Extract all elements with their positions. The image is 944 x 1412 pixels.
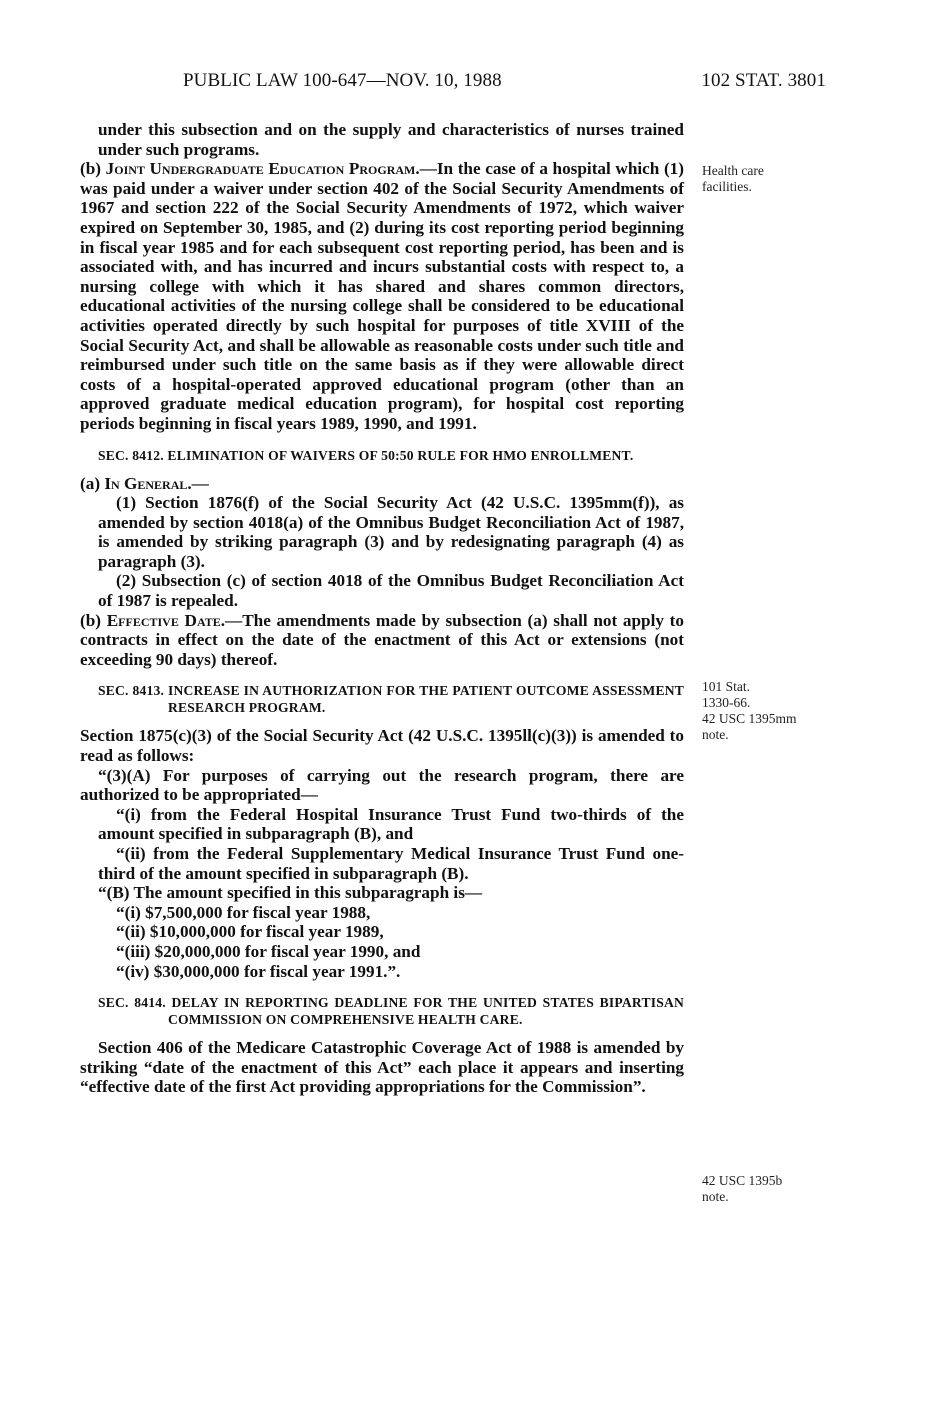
margin-note-line: note. xyxy=(702,1189,729,1204)
margin-note-line: note. xyxy=(702,727,729,742)
margin-note-101-stat xyxy=(702,679,832,743)
section-8414-text: Section 406 of the Medicare Catastrophic Coverage Act of 1988 is amended by striking “date of the enactment of this Act” each place it appears and inserting “effective date of the first Act providing appropriations for the Commission”. xyxy=(80,1038,684,1097)
subsection-heading: Effective Date. xyxy=(106,610,226,630)
amount-item: “(iii) $20,000,000 for fiscal year 1990, and xyxy=(116,941,421,961)
subsection-dash: — xyxy=(191,473,209,493)
margin-note-line: 1330-66. xyxy=(702,695,751,710)
amount-item: “(iv) $30,000,000 for fiscal year 1991.”. xyxy=(116,961,401,981)
subsection-body: —In the case of a hospital which (1) was paid under a waiver under section 402 of the Social Security Amendments of 1967 and section 222 of the Social Security Amendments of 1972, which waiver expired on September 30, 1985, and (2) during its cost reporting period beginning in fiscal year 1985 and for each subsequent cost reporting period, has been and is associated with, and has incurred and incurs substantial costs with respect to, a nursing college with which it has shared and shares common directors, educational activities of the nursing college shall be considered to be educational activities operated directly by such hospital for purposes of title XVIII of the Social Security Act, and shall be allowable as reasonable costs under such title and reimbursed under such title on the same basis as if they were allowable direct costs of a hospital-operated approved educational program (other than an approved graduate medical education program), for hospital cost reporting periods beginning in fiscal years 1989, 1990, and 1991. xyxy=(80,159,685,433)
section-8413-title: SEC. 8413. INCREASE IN AUTHORIZATION FOR THE PATIENT OUTCOME ASSESSMENT RESEARCH PROGRAM. xyxy=(98,683,684,716)
clause-B: “(B) The amount specified in this subparagraph is— xyxy=(98,883,483,903)
subsection-body: —The amendments made by subsection (a) shall not apply to contracts in effect on the date of the enactment of this Act or extensions (not exceeding 90 days) thereof. xyxy=(80,610,684,669)
subsection-a-in-general xyxy=(80,474,684,494)
section-8413-intro: Section 1875(c)(3) of the Social Security Act (42 U.S.C. 1395ll(c)(3)) is amended to read as follows: xyxy=(80,726,684,766)
section-8412-title: SEC. 8412. ELIMINATION OF WAIVERS OF 50:50 RULE FOR HMO ENROLLMENT. xyxy=(98,447,634,463)
margin-note-line: Health care xyxy=(702,163,764,178)
clause-i: “(i) from the Federal Hospital Insurance Trust Fund two-thirds of the amount specified in subparagraph (B), and xyxy=(98,804,684,844)
subsection-heading: Joint Undergraduate Education Program. xyxy=(105,159,420,179)
margin-note-line: 101 Stat. xyxy=(702,679,751,694)
clause-ii: “(ii) from the Federal Supplementary Medical Insurance Trust Fund one-third of the amount specified in subparagraph (B). xyxy=(98,844,684,883)
amount-item: “(ii) $10,000,000 for fiscal year 1989, xyxy=(116,922,384,942)
margin-note-line: 42 USC 1395b xyxy=(702,1173,783,1188)
continuation-paragraph: under this subsection and on the supply and characteristics of nurses trained under such programs. xyxy=(98,120,684,159)
margin-note-line: facilities. xyxy=(702,179,752,194)
margin-note-health-care xyxy=(702,163,832,195)
section-8414-title: SEC. 8414. DELAY IN REPORTING DEADLINE FOR THE UNITED STATES BIPARTISAN COMMISSION ON COMPREHENSIVE HEALTH CARE. xyxy=(98,995,684,1028)
subsection-heading: In General. xyxy=(104,473,192,493)
margin-note-42-usc-1395b xyxy=(702,1173,832,1205)
main-text-column xyxy=(80,120,684,1097)
running-header-page-number: 102 STAT. 3801 xyxy=(701,70,826,91)
paragraph-a2: (2) Subsection (c) of section 4018 of the Omnibus Budget Reconciliation Act of 1987 is repealed. xyxy=(98,571,684,611)
clause-3A: “(3)(A) For purposes of carrying out the research program, there are authorized to be appropriated— xyxy=(80,765,684,805)
amount-item: “(i) $7,500,000 for fiscal year 1988, xyxy=(116,902,371,922)
subsection-label: (b) xyxy=(80,159,102,179)
subsection-label: (a) xyxy=(80,473,101,493)
margin-note-line: 42 USC 1395mm xyxy=(702,711,797,726)
subsection-b-effective-date xyxy=(80,611,684,670)
paragraph-a1: (1) Section 1876(f) of the Social Security Act (42 U.S.C. 1395mm(f)), as amended by section 4018(a) of the Omnibus Budget Reconciliation Act of 1987, is amended by striking paragraph (3) and by redesignating paragraph (4) as paragraph (3). xyxy=(98,493,684,571)
running-header-title: PUBLIC LAW 100-647—NOV. 10, 1988 xyxy=(183,70,502,91)
subsection-label: (b) xyxy=(80,610,102,630)
subsection-b-joint-program xyxy=(80,159,684,433)
